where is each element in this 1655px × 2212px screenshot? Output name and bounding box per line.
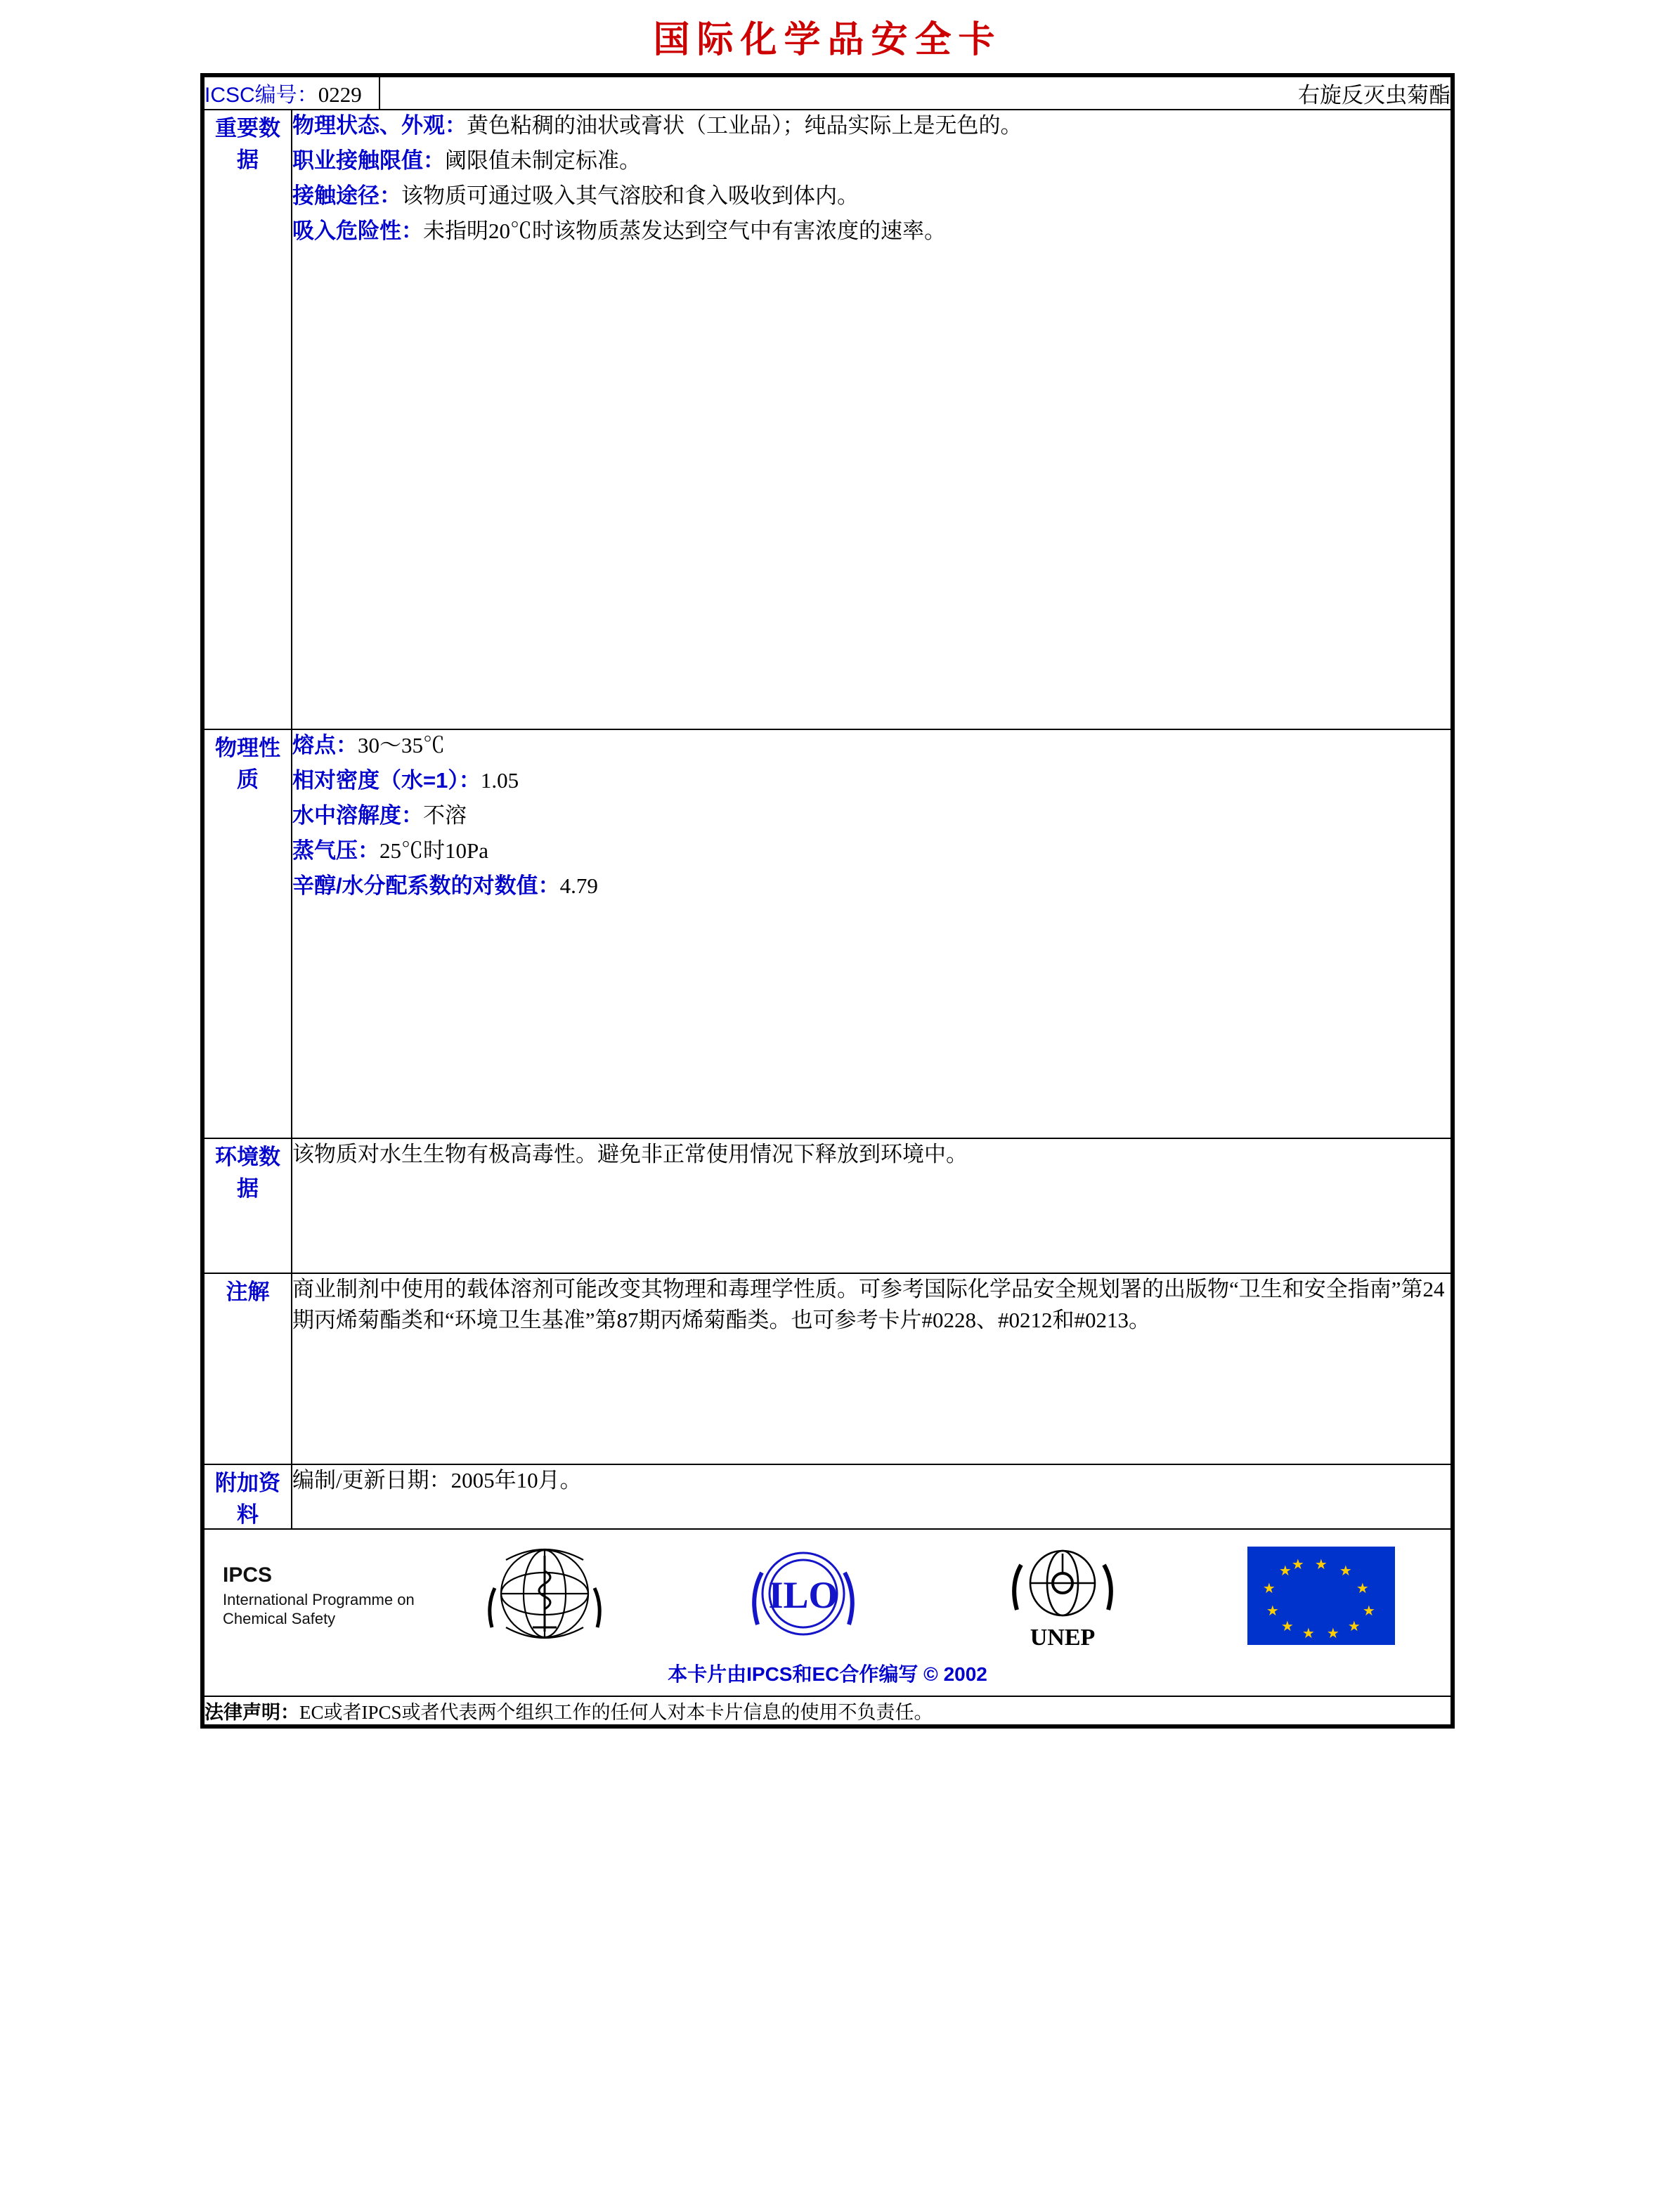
ipcs-subtitle: International Programme on Chemical Safety (223, 1590, 415, 1627)
logos-container (205, 1530, 1450, 1656)
physical-line-text: 不溶 (423, 803, 467, 828)
physical-properties-row (204, 729, 1451, 1138)
label-important-data: 重要数据 (204, 110, 292, 729)
who-logo-slot (415, 1543, 674, 1648)
important-line (292, 145, 1450, 176)
svg-text:ILO: ILO (768, 1574, 838, 1616)
important-line (292, 216, 1450, 247)
physical-line (292, 835, 1450, 866)
legal-text: EC或者IPCS或者代表两个组织工作的任何人对本卡片信息的使用不负责任。 (299, 1702, 933, 1723)
ipcs-title: IPCS (223, 1563, 273, 1587)
important-line-lead: 接触途径： (292, 183, 401, 209)
eu-flag-slot (1192, 1547, 1450, 1645)
additional-info-content: 编制/更新日期：2005年10月。 (292, 1464, 1451, 1529)
physical-properties-content (292, 729, 1451, 1138)
legal-notice (204, 1696, 1451, 1725)
important-line-lead: 吸入危险性： (292, 219, 423, 244)
ilo-logo (736, 1543, 870, 1648)
icsc-number-cell (204, 77, 379, 110)
important-line-text: 未指明20℃时该物质蒸发达到空气中有害浓度的速率。 (423, 219, 946, 244)
unep-logo-slot (933, 1540, 1192, 1652)
safety-card-table (203, 76, 1452, 1726)
icsc-label: ICSC编号： (205, 84, 318, 107)
physical-line-text: 4.79 (559, 873, 598, 899)
important-line-lead: 职业接触限值： (292, 148, 445, 174)
physical-line-lead: 辛醇/水分配系数的对数值： (292, 873, 560, 899)
safety-card (200, 73, 1455, 1729)
copyright-text: 本卡片由IPCS和EC合作编写 © 2002 (668, 1663, 987, 1685)
important-data-content (292, 110, 1451, 729)
who-logo (478, 1543, 611, 1648)
additional-info-row (204, 1464, 1451, 1529)
unep-logo (996, 1540, 1129, 1652)
physical-line (292, 800, 1450, 831)
physical-line-text: 25℃时10Pa (379, 838, 488, 864)
physical-line-text: 1.05 (480, 768, 519, 793)
notes-content: 商业制剂中使用的载体溶剂可能改变其物理和毒理学性质。可参考国际化学品安全规划署的出版物“卫生和安全指南”第24期丙烯菊酯类和“环境卫生基准”第87期丙烯菊酯类。也可参考卡片#0228、#0212和#0213。 (292, 1273, 1451, 1464)
icsc-number: 0229 (318, 82, 362, 107)
important-line (292, 181, 1450, 212)
legal-label: 法律声明： (205, 1702, 299, 1723)
environmental-data-row (204, 1138, 1451, 1273)
unep-label: UNEP (1030, 1625, 1095, 1651)
physical-line (292, 871, 1450, 902)
important-line (292, 110, 1450, 141)
legal-row (204, 1696, 1451, 1725)
logos-cell (204, 1529, 1451, 1696)
page-title: 国际化学品安全卡 (653, 20, 1002, 60)
important-line-text: 阈限值未制定标准。 (445, 148, 641, 174)
environmental-data-content: 该物质对水生生物有极高毒性。避免非正常使用情况下释放到环境中。 (292, 1138, 1451, 1273)
ilo-logo-slot (674, 1543, 933, 1648)
physical-line-lead: 蒸气压： (292, 838, 379, 864)
physical-line (292, 730, 1450, 761)
chemical-name: 右旋反灭虫菊酯 (379, 77, 1451, 110)
logos-row (204, 1529, 1451, 1696)
ipcs-block (205, 1563, 415, 1629)
label-environmental-data: 环境数据 (204, 1138, 292, 1273)
label-physical-properties: 物理性质 (204, 729, 292, 1138)
physical-line-lead: 熔点： (292, 733, 358, 757)
card-header-row (204, 77, 1451, 110)
physical-line (292, 765, 1450, 796)
physical-line-lead: 水中溶解度： (292, 803, 423, 828)
important-line-lead: 物理状态、外观： (292, 113, 467, 138)
label-notes: 注解 (204, 1273, 292, 1464)
important-line-text: 黄色粘稠的油状或膏状（工业品）；纯品实际上是无色的。 (467, 113, 1023, 138)
label-additional-info: 附加资料 (204, 1464, 292, 1529)
important-line-text: 该物质可通过吸入其气溶胶和食入吸收到体内。 (401, 183, 859, 209)
notes-row (204, 1273, 1451, 1464)
physical-line-lead: 相对密度（水=1）： (292, 768, 481, 793)
eu-flag: ★ ★ ★ ★ ★ ★ ★ ★ ★ ★ ★ ★ (1247, 1547, 1395, 1645)
physical-line-text: 30～35℃ (358, 733, 445, 757)
important-data-row (204, 110, 1451, 729)
